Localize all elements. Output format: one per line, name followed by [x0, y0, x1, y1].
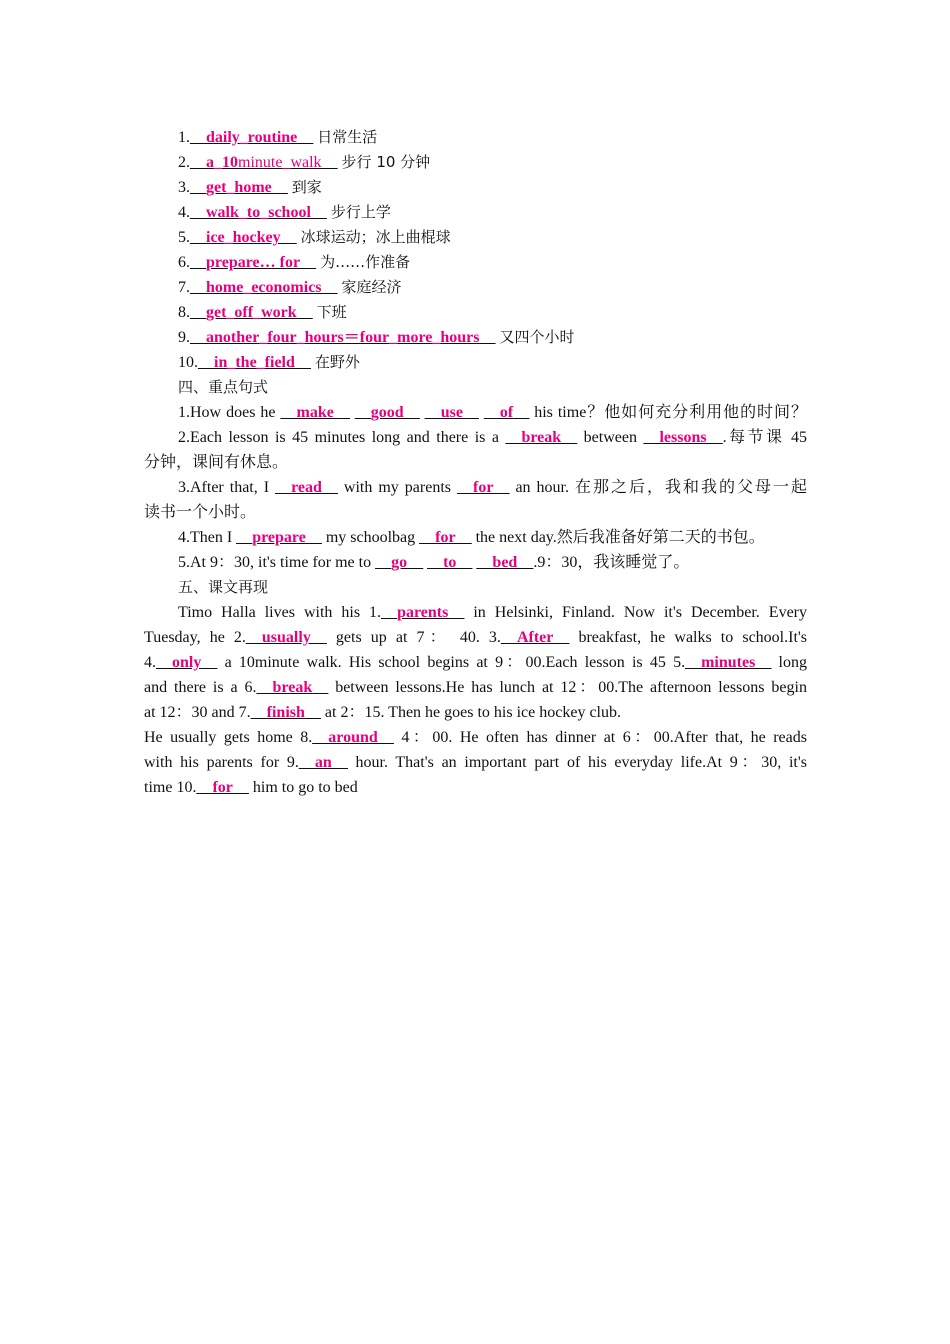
phrase-item: 2.__a_10minute_walk__ 步行 10 分钟 [178, 153, 431, 171]
answer-blank: daily_routine [206, 129, 298, 146]
passage-line: time 10.__for__ him to go to bed [144, 779, 358, 796]
answer-blank: for [435, 529, 456, 546]
sentence-item: 4.Then I __prepare__ my schoolbag __for__ the next day.然后我准备好第二天的书包。 [178, 529, 765, 546]
answer-blank: home_economics [206, 279, 322, 296]
answer-blank: break [272, 679, 313, 696]
worksheet-content [144, 125, 807, 800]
answer-blank: get_home [206, 179, 272, 196]
section-heading: 五、课文再现 [178, 578, 269, 596]
answer-blank: break [521, 429, 562, 446]
phrase-item: 7.__home_economics__ 家庭经济 [178, 278, 402, 296]
answer-blank: prepare [252, 529, 306, 546]
answer-blank: usually [261, 629, 311, 646]
passage-line: 4.__only__ a 10minute walk. His school begins at 9：00.Each lesson is 45 5.__minutes__ long [144, 654, 807, 671]
sentence-item: 3.After that, I __read__ with my parents __for__ an hour. 在那之后，我和我的父母一起 [178, 479, 808, 496]
answer-blank: for [473, 479, 494, 496]
sentence-continuation: 读书一个小时。 [144, 504, 257, 521]
sentence-item: 1.How does he __make__ __good__ __use__ __of__ his time？他如何充分利用他的时间？ [178, 404, 808, 421]
phrase-item: 10.__in_the_field__ 在野外 [178, 353, 360, 371]
answer-blank: go [391, 554, 408, 571]
answer-blank: minute_walk [238, 154, 322, 171]
passage-line: Timo Halla lives with his 1.__parents__ in Helsinki, Finland. Now it's December. Every [178, 604, 808, 621]
answer-blank: read [291, 479, 322, 496]
sentence-item: 5.At 9：30, it's time for me to __go__ __to__ __bed__.9：30，我该睡觉了。 [178, 554, 690, 571]
answer-blank: get_off_work [206, 304, 297, 321]
phrase-item: 3.__get_home__ 到家 [178, 178, 322, 196]
answer-blank: for [212, 779, 233, 796]
phrase-item: 8.__get_off_work__ 下班 [178, 303, 347, 321]
answer-blank: an [314, 754, 332, 771]
answer-blank: another_four_hours＝four_more_hours [206, 329, 480, 346]
passage-line: at 12：30 and 7.__finish__ at 2：15. Then he goes to his ice hockey club. [144, 704, 621, 721]
answer-blank: use [440, 404, 463, 421]
answer-blank: parents [397, 604, 449, 621]
answer-blank: make [296, 404, 334, 421]
passage-line: and there is a 6.__break__ between lessons.He has lunch at 12：00.The afternoon lessons begin [144, 679, 807, 696]
answer-blank: walk_to_school [206, 204, 311, 221]
answer-blank: only [172, 654, 202, 671]
answer-blank: a_10 [206, 154, 238, 171]
phrase-item: 5.__ice_hockey__ 冰球运动；冰上曲棍球 [178, 228, 451, 246]
phrase-item: 6.__prepare… for__ 为……作准备 [178, 253, 411, 271]
answer-blank: in_the_field [214, 354, 295, 371]
answer-blank: good [370, 404, 404, 421]
answer-blank: After [516, 629, 554, 646]
answer-blank: bed [492, 554, 518, 571]
passage-line: Tuesday, he 2.__usually__ gets up at 7： 40. 3.__After__ breakfast, he walks to school.It's [144, 629, 808, 646]
phrase-item: 4.__walk_to_school__ 步行上学 [178, 203, 391, 221]
answer-blank: to [443, 554, 457, 571]
sentence-continuation: 分钟，课间有休息。 [144, 454, 289, 471]
passage-line: He usually gets home 8.__around__ 4：00. He often has dinner at 6：00.After that, he reads [144, 729, 807, 746]
sentence-item: 2.Each lesson is 45 minutes long and there is a __break__ between __lessons__.每节课 45 [178, 429, 807, 446]
answer-blank: ice_hockey [206, 229, 281, 246]
answer-blank: prepare… for [206, 254, 301, 271]
phrase-item: 9.__another_four_hours＝four_more_hours__ 又四个小时 [178, 328, 575, 346]
section-heading: 四、重点句式 [178, 378, 269, 396]
passage-line: with his parents for 9.__an__ hour. That's an important part of his everyday life.At 9：30, it's [144, 754, 807, 771]
answer-blank: lessons [659, 429, 707, 446]
answer-blank: finish [266, 704, 305, 721]
answer-blank: of [499, 404, 514, 421]
answer-blank: around [328, 729, 378, 746]
phrase-item: 1.__daily_routine__ 日常生活 [178, 128, 378, 146]
answer-blank: minutes [701, 654, 756, 671]
